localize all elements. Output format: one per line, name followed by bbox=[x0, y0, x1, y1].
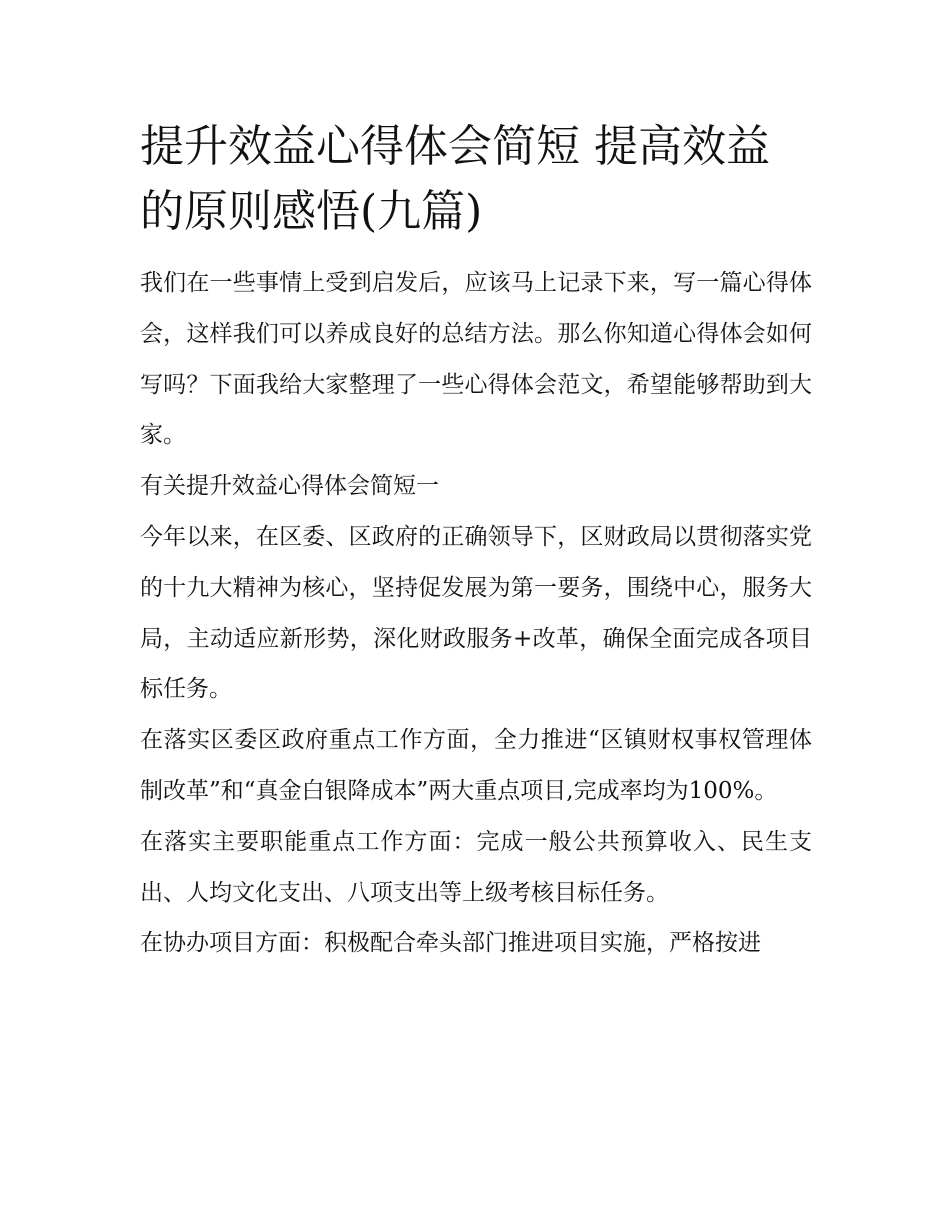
document-body bbox=[140, 258, 812, 969]
intro-paragraph: 我们在一些事情上受到启发后，应该马上记录下来，写一篇心得体会，这样我们可以养成良好的总结方法。那么你知道心得体会如何写吗？下面我给大家整理了一些心得体会范文，希望能够帮助到大家。 bbox=[140, 270, 812, 449]
document-title: 提升效益心得体会简短 提高效益的原则感悟(九篇) bbox=[140, 121, 770, 237]
body-paragraph: 在落实区委区政府重点工作方面，全力推进“区镇财权事权管理体制改革”和“真金白银降成本”两大重点项目,完成率均为100%。 bbox=[140, 727, 812, 804]
document-content bbox=[140, 114, 812, 969]
body-paragraph: 今年以来，在区委、区政府的正确领导下，区财政局以贯彻落实党的十九大精神为核心，坚持促发展为第一要务，围绕中心，服务大局，主动适应新形势，深化财政服务+改革，确保全面完成各项目标任务。 bbox=[140, 523, 812, 703]
body-paragraph: 在落实主要职能重点工作方面：完成一般公共预算收入、民生支出、人均文化支出、八项支出等上级考核目标任务。 bbox=[140, 828, 812, 906]
body-paragraph: 在协办项目方面：积极配合牵头部门推进项目实施，严格按进 bbox=[140, 930, 761, 957]
section-heading: 有关提升效益心得体会简短一 bbox=[140, 473, 439, 500]
